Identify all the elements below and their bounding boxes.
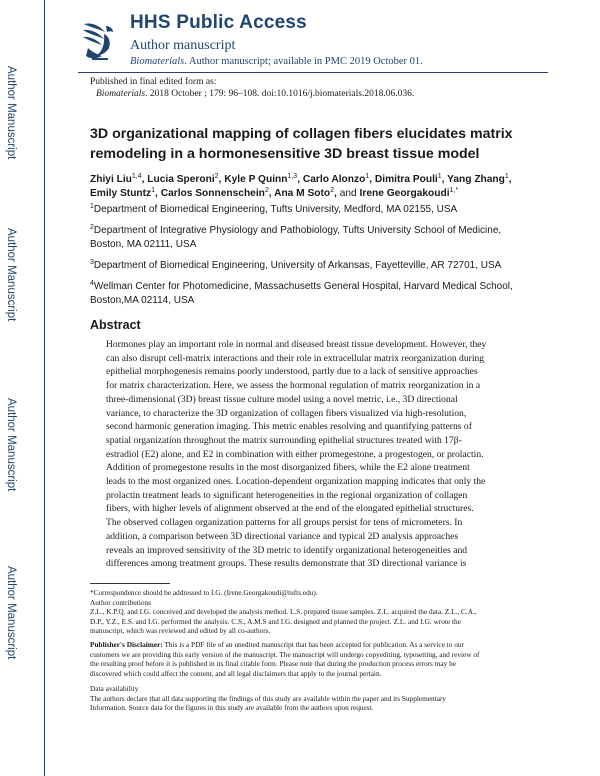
contributions-line: D.P., Y.Z., E.S. and I.G. performed the analysis. C.S., A.M.S and I.G. designed and planned the project. Z.L. and I.G. wrote the bbox=[90, 616, 461, 626]
abstract-line: Addition of promegestone results in the most disorganized fibers, while the E2 alone treatment bbox=[106, 462, 470, 474]
header-journal-note bbox=[130, 56, 423, 67]
abstract-line: variance, to characterize the 3D organization of collagen fibers visualized via high-resolution, bbox=[106, 407, 467, 419]
author: Dimitra Pouli$^1$ bbox=[374, 173, 442, 185]
author-list: Zhiyi Liu$^{1,4}$, Lucia Speroni$^2$, Kyle P Quinn$^{1,3}$, Carlo Alonzo$^1$, Dimitra Pouli$^1$, Yang Zhang$^1$, Emily Stuntz$^1$, Carlos Sonnenschein$^2$, Ana M Soto$^2$, and Irene Georgakoudi$^{1,*}$ bbox=[90, 173, 512, 199]
abstract-line: for matrix characterization. Here, we assess the hormonal regulation of matrix reorganization in a bbox=[106, 380, 481, 392]
and-word: and bbox=[339, 188, 357, 199]
side-rule bbox=[44, 0, 45, 776]
availability-note: . Author manuscript; available in PMC 2019 October 01. bbox=[184, 56, 423, 67]
abstract-line: reveals an improved sensitivity of the 3D metric to identify organizational heterogeneities and bbox=[106, 544, 468, 556]
abstract-heading: Abstract bbox=[90, 318, 141, 332]
data-availability-heading: Data availability bbox=[90, 684, 139, 693]
publisher-disclaimer bbox=[90, 640, 560, 678]
abstract-line: three-dimensional (3D) breast tissue culture model using a novel metric, i.e., 3D directional bbox=[106, 393, 458, 405]
data-availability bbox=[90, 684, 560, 713]
author: Kyle P Quinn$^{1,3}$ bbox=[224, 173, 298, 185]
abstract-line: The observed collagen organization patterns for all groups persist for tens of micrometers. In bbox=[106, 517, 463, 529]
abstract-line: spatial organization throughout the matrix surrounding epithelial structures treated with 17β- bbox=[106, 434, 462, 446]
abstract-line: epithelial morphogenesis remains poorly understood, partly due to a lack of sensitive approaches bbox=[106, 366, 478, 378]
citation-journal: Biomaterials bbox=[96, 89, 146, 99]
abstract-line: estradiol (E2) alone, and E2 in combination with either promegestone, a progestogen, or prolactin. bbox=[106, 448, 484, 460]
contributions-line: manuscript, which was reviewed and edited by all co-authors. bbox=[90, 626, 271, 636]
citation bbox=[96, 89, 414, 99]
disclaimer-line: discovered which could affect the content, and all legal disclaimers that apply to the journal pertain. bbox=[90, 668, 382, 678]
author: Irene Georgakoudi$^{1,*}$ bbox=[359, 187, 459, 199]
article-title-line: 3D organizational mapping of collagen fibers elucidates matrix bbox=[90, 126, 513, 142]
abstract-line: differences among treatment groups. These results demonstrate that 3D directional variance is bbox=[106, 558, 467, 570]
affiliation: $^4$Wellman Center for Photomedicine, Massachusetts General Hospital, Harvard Medical School, Boston,MA 02114, USA bbox=[90, 280, 513, 306]
disclaimer-label: Publisher's Disclaimer: bbox=[90, 640, 163, 649]
author: Ana M Soto$^2$ bbox=[274, 187, 335, 199]
abstract-line: second harmonic generation imaging. This metric enables resolving and quantifying patterns of bbox=[106, 421, 472, 433]
article-title-line: remodeling in a hormonesensitive 3D breast tissue model bbox=[90, 146, 480, 162]
header-subtitle: Author manuscript bbox=[130, 38, 236, 53]
author: Carlos Sonnenschein$^2$ bbox=[160, 187, 269, 199]
abstract-line: fibers, with higher levels of alignment observed at the end of the elongated epithelial structures. bbox=[106, 503, 474, 515]
abstract-line: can also disrupt cell-matrix interactions and their role in extracellular matrix reorganization during bbox=[106, 352, 485, 364]
affiliation: $^3$Department of Biomedical Engineering, University of Arkansas, Fayetteville, AR 72701, USA bbox=[90, 259, 502, 271]
abstract-line: prolactin treatment leads to significant heterogeneities in the regional organization of collagen bbox=[106, 489, 468, 501]
author: Zhiyi Liu$^{1,4}$ bbox=[90, 173, 142, 185]
hhs-eagle-logo-icon bbox=[78, 18, 120, 62]
citation-details: . 2018 October ; 179: 96–108. doi:10.1016/j.biomaterials.2018.06.036. bbox=[145, 89, 415, 99]
contributions-line: Z.L., K.P.Q. and I.G. conceived and developed the analysis method. L.S. prepared tissue samples. Z.L. acquired the data. Z.L., C.A., bbox=[90, 607, 477, 617]
header-divider bbox=[78, 72, 548, 73]
footnote-divider bbox=[90, 583, 170, 584]
abstract-body bbox=[106, 338, 558, 571]
abstract-line: leads to the most organized ones. Location-dependent organization mapping indicates that only the bbox=[106, 476, 486, 488]
abstract-line: Hormones play an important role in normal and diseased breast tissue development. However, they bbox=[106, 339, 487, 350]
abstract-line: addition, a comparison between 3D directional variance and typical 2D analysis approaches bbox=[106, 530, 459, 542]
data-availability-line: Information. Source data for the figures in this study are available from the authors upon request. bbox=[90, 703, 374, 713]
disclaimer-line: the resulting proof before it is published in its final citable form. Please note that during the production process errors may be bbox=[90, 659, 456, 669]
author: Lucia Speroni$^2$ bbox=[147, 173, 219, 185]
article-title bbox=[90, 124, 550, 164]
contributions-heading: Author contributions bbox=[90, 597, 152, 607]
author: Emily Stuntz$^1$ bbox=[90, 187, 156, 199]
affiliation: $^1$Department of Biomedical Engineering, Tufts University, Medford, MA 02155, USA bbox=[90, 203, 458, 215]
disclaimer-line: This is a PDF file of an unedited manuscript that has been accepted for publication. As a service to our bbox=[162, 640, 464, 649]
header-title: HHS Public Access bbox=[130, 12, 307, 33]
author: Carlo Alonzo$^1$ bbox=[302, 173, 370, 185]
correspondence-note bbox=[90, 588, 560, 636]
manuscript-page: Author Manuscript Author Manuscript Author Manuscript Author Manuscript HHS Public Access Author manuscript Biomaterials. Author manuscript; available in PMC 2019 October 01. Published in final edited form as: Biomaterials. 2018 October ; 179: 96–108. doi:10.1016/j.biomaterials.2018.06.036. 3D organizational mapping of collagen fibers elucidates matrix remodeling in a hormonesensitive 3D breast tissue model Zhiyi Liu$^{1,4}$, Lucia Speroni$^2$, Kyle P Quinn$^{1,3}$, Carlo Alonzo$^1$, Dimitra Pouli$^1$, Yang Zhang$^1$, Emily Stuntz$^1$, Carlos Sonnenschein$^2$, Ana M Soto$^2$, and Irene Georgakoudi$^{1,*}$ $^1$Department of Biomedical Engineering, Tufts University, Medford, MA 02155, USA $^2$Department of Integrative Physiology and Pathobiology, Tufts University School of Medicine, Boston, MA 02111, USA $^3$Department of Biomedical Engineering, University of Arkansas, Fayetteville, AR 72701, USA $^4$Wellman Center for Photomedicine, Massachusetts General Hospital, Harvard Medical School, Boston,MA 02114, USA Abstract Hormones play an important role in normal and diseased breast tissue development. However, they can also disrupt cell-matrix interactions and their role in extracellular matrix reorganization during epithelial morphogenesis remains poorly understood, partly due to a lack of sensitive approaches for matrix characterization. Here, we assess the hormonal regulation of matrix reorganization in a three-dimensional (3D) breast tissue culture model using a novel metric, i.e., 3D directional variance, to characterize the 3D organization of collagen fibers visualized via high-resolution, second harmonic generation imaging. This metric enables resolving and quantifying patterns of spatial organization throughout the matrix surrounding epithelial structures treated with 17β- estradiol (E2) alone, and E2 in combination with either promegestone, a progestogen, or prolactin. Addition of promegestone results in the most disorganized fibers, while the E2 alone treatment leads to the most organized ones. Location-dependent organization mapping indicates that only the prolactin treatment leads to significant heterogeneities in the regional organization of collagen fibers, with higher levels of alignment observed at the end of the elongated epithelial structures. The observed collagen organization patterns for all groups persist for tens of micrometers. In addition, a comparison between 3D directional variance and typical 2D analysis approaches reveals an improved sensitivity of the 3D metric to identify organizational heterogeneities and differences among treatment groups. These results demonstrate that 3D directional variance is *Correspondence should be addressed to I.G. (Irene.Georgakoudi@tufts.edu). Author contributions Z.L., K.P.Q. and I.G. conceived and developed the analysis method. L.S. prepared tissue samples. Z.L. acquired the data. Z.L., C.A., D.P., Y.Z., E.S. and I.G. performed the analysis. C.S., A.M.S and I.G. designed and planned the project. Z.L. and I.G. wrote the manuscript, which was reviewed and edited by all co-authors. Publisher's Disclaimer: This is a PDF file of an unedited manuscript that has been accepted for publication. As a service to our customers we are providing this early version of the manuscript. The manuscript will undergo copyediting, typesetting, and review of the resulting proof before it is published in its final citable form. Please note that during the production process errors may be discovered which could affect the content, and all legal disclaimers that apply to the journal pertain. Data availability The authors declare that all data supporting the findings of this study are available within the paper and its Supplementary Information. Source data for the figures in this study are available from the authors upon request. bbox=[0, 0, 600, 776]
data-availability-line: The authors declare that all data supporting the findings of this study are available within the paper and its Supplementary bbox=[90, 693, 447, 703]
author: Yang Zhang$^1$ bbox=[447, 173, 509, 185]
published-in-label: Published in final edited form as: bbox=[90, 77, 217, 87]
correspondence-line: *Correspondence should be addressed to I.G. (Irene.Georgakoudi@tufts.edu). bbox=[90, 588, 318, 597]
affiliation: $^2$Department of Integrative Physiology and Pathobiology, Tufts University School of Medicine, Boston, MA 02111, USA bbox=[90, 224, 502, 250]
disclaimer-line: customers we are providing this early version of the manuscript. The manuscript will undergo copyediting, typesetting, and review of bbox=[90, 649, 480, 659]
journal-name: Biomaterials bbox=[130, 56, 185, 67]
